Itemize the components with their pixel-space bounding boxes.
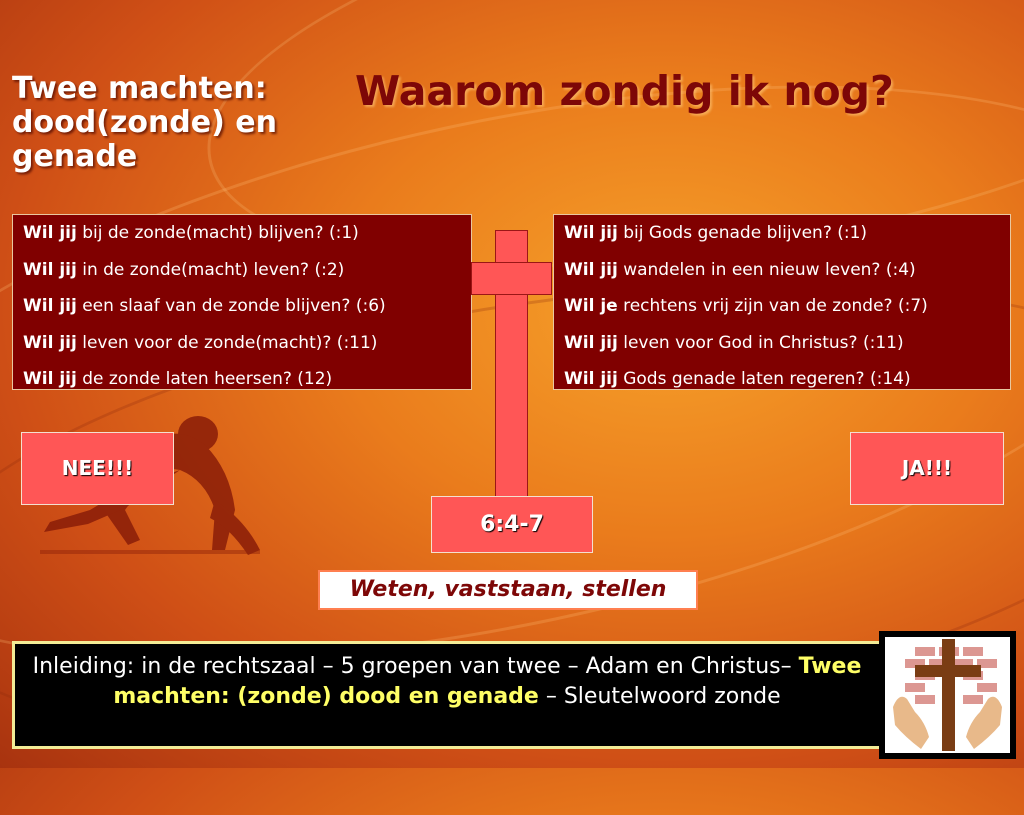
question-lead: Wil jij <box>23 259 77 280</box>
question-lead: Wil jij <box>564 259 618 280</box>
intro-banner <box>12 641 882 749</box>
question-line <box>23 258 461 295</box>
keywords-box: Weten, vaststaan, stellen <box>318 570 698 610</box>
question-line <box>564 367 1000 404</box>
no-button[interactable]: NEE!!! <box>21 432 174 505</box>
question-text: bij de zonde(macht) blijven? (:1) <box>76 223 359 243</box>
question-lead: Wil jij <box>23 223 77 243</box>
cross-hands-icon <box>885 637 1010 753</box>
question-text: Gods genade laten regeren? (:14) <box>617 369 911 389</box>
intro-highlight: Twee machten: (zonde) dood en genade <box>113 654 862 709</box>
yes-button[interactable]: JA!!! <box>850 432 1004 505</box>
page-title: Waarom zondig ik nog? <box>355 67 894 115</box>
question-text: een slaaf van de zonde blijven? (:6) <box>76 296 386 316</box>
cross-hands-image <box>879 631 1016 759</box>
question-text: leven voor God in Christus? (:11) <box>617 332 904 353</box>
side-title: Twee machten: dood(zonde) en genade <box>12 71 277 174</box>
question-line <box>23 367 461 404</box>
question-line <box>23 294 461 331</box>
question-lead: Wil jij <box>23 296 77 316</box>
question-lead: Wil jij <box>23 332 77 353</box>
question-text: leven voor de zonde(macht)? (:11) <box>76 332 378 353</box>
question-lead: Wil jij <box>564 369 618 389</box>
question-line <box>23 331 461 368</box>
question-text: in de zonde(macht) leven? (:2) <box>76 259 345 280</box>
question-text: bij Gods genade blijven? (:1) <box>617 223 868 243</box>
question-line <box>564 294 1000 331</box>
intro-text: Inleiding: in de rechtszaal – 5 groepen van twee – Adam en Christus– <box>32 654 799 679</box>
question-lead: Wil jij <box>564 223 618 243</box>
bible-reference-button[interactable]: 6:4-7 <box>431 496 593 553</box>
question-line <box>564 331 1000 368</box>
question-lead: Wil jij <box>564 332 618 353</box>
sin-questions-box <box>12 214 472 390</box>
question-lead: Wil je <box>564 296 618 316</box>
intro-text-end: – Sleutelwoord zonde <box>538 684 781 709</box>
question-text: rechtens vrij zijn van de zonde? (:7) <box>617 296 928 316</box>
cross-horizontal-beam <box>471 262 552 295</box>
grace-questions-box <box>553 214 1011 390</box>
question-line <box>564 258 1000 295</box>
question-text: de zonde laten heersen? (12) <box>76 369 333 389</box>
question-text: wandelen in een nieuw leven? (:4) <box>617 259 916 280</box>
question-line <box>564 221 1000 258</box>
question-lead: Wil jij <box>23 369 77 389</box>
question-line <box>23 221 461 258</box>
